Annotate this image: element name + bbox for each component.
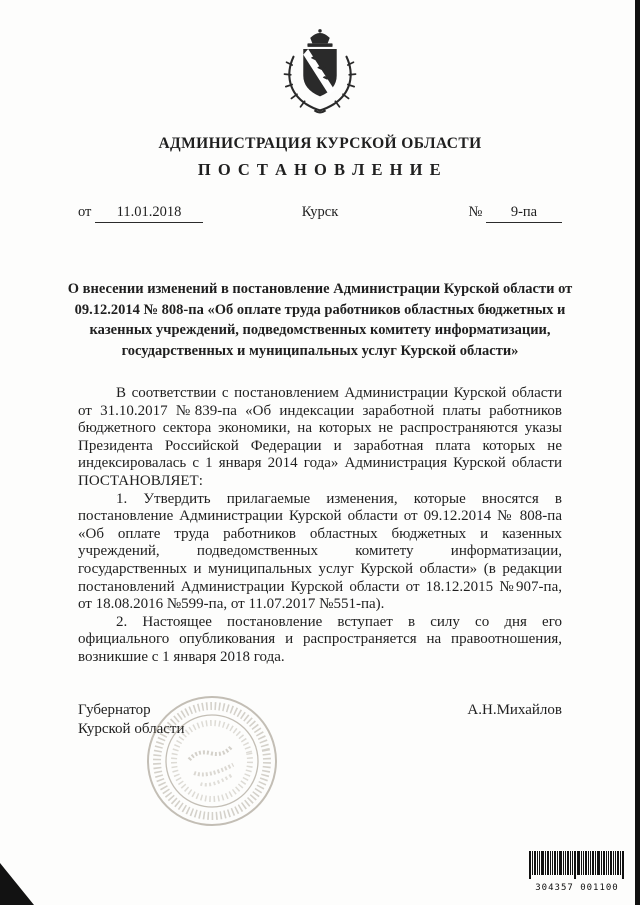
date-label: от (78, 204, 92, 220)
signature-block (78, 701, 562, 739)
signer-name: А.Н.Михайлов (467, 701, 562, 718)
scan-artifact-right-edge (635, 0, 640, 905)
doc-type-title: П О С Т А Н О В Л Е Н И Е (197, 160, 443, 179)
doc-title: О внесении изменений в постановление Администрации Курской области от 09.12.2014 № 808-па «Об оплате труда работников областных бюджетных и казенных учреждений, подведомственных комитету информатизации, государственных и муниципальных услуг Курской области» (67, 281, 573, 359)
paragraph-item-2: 2. Настоящее постановление вступает в силу со дня его официального опубликования и распространяется на правоотношения, возникшие с 1 января 2018 года. (78, 613, 562, 665)
city-label: Курск (301, 204, 339, 220)
signer-position (78, 701, 184, 739)
date-value: 11.01.2018 (95, 204, 203, 223)
barcode-digits: 304357 001100 (535, 883, 619, 893)
scan-artifact-bottom-left-corner (0, 863, 34, 905)
number-field (401, 204, 562, 223)
paragraph-preamble: В соответствии с постановлением Администрации Курской области от 31.10.2017 №839-па «Об индексации заработной платы работников бюджетного сектора экономики, на которых не распространяются указы Президента Российской Федерации и заработная плата которых не индексировалась с 1 января 2014 года» Администрация Курской области ПОСТАНОВЛЯЕТ: (78, 385, 562, 489)
meta-row (78, 204, 562, 223)
doc-body (78, 385, 562, 667)
barcode-bars-icon (529, 851, 625, 879)
signer-position-line2: Курской области (78, 720, 185, 737)
barcode (528, 851, 626, 893)
kursk-coat-of-arms-icon (278, 26, 362, 123)
signer-position-line1: Губернатор (78, 701, 151, 718)
number-label: № (468, 204, 483, 220)
date-field (78, 204, 239, 223)
org-name: АДМИНИСТРАЦИЯ КУРСКОЙ ОБЛАСТИ (158, 135, 482, 152)
number-value: 9-па (486, 204, 562, 223)
paragraph-item-1: 1. Утвердить прилагаемые изменения, которые вносятся в постановление Администрации Курской области от 09.12.2014 № 808-па «Об оплате труда работников областных бюджетных и казенных учреждений, подведомственных комитету информатизации, государственных и муниципальных услуг Курской области» (в редакции постановлений Администрации Курской области от 18.12.2015 №907-па, от 18.08.2016 №599-па, от 11.07.2017 №551-па). (78, 490, 562, 613)
